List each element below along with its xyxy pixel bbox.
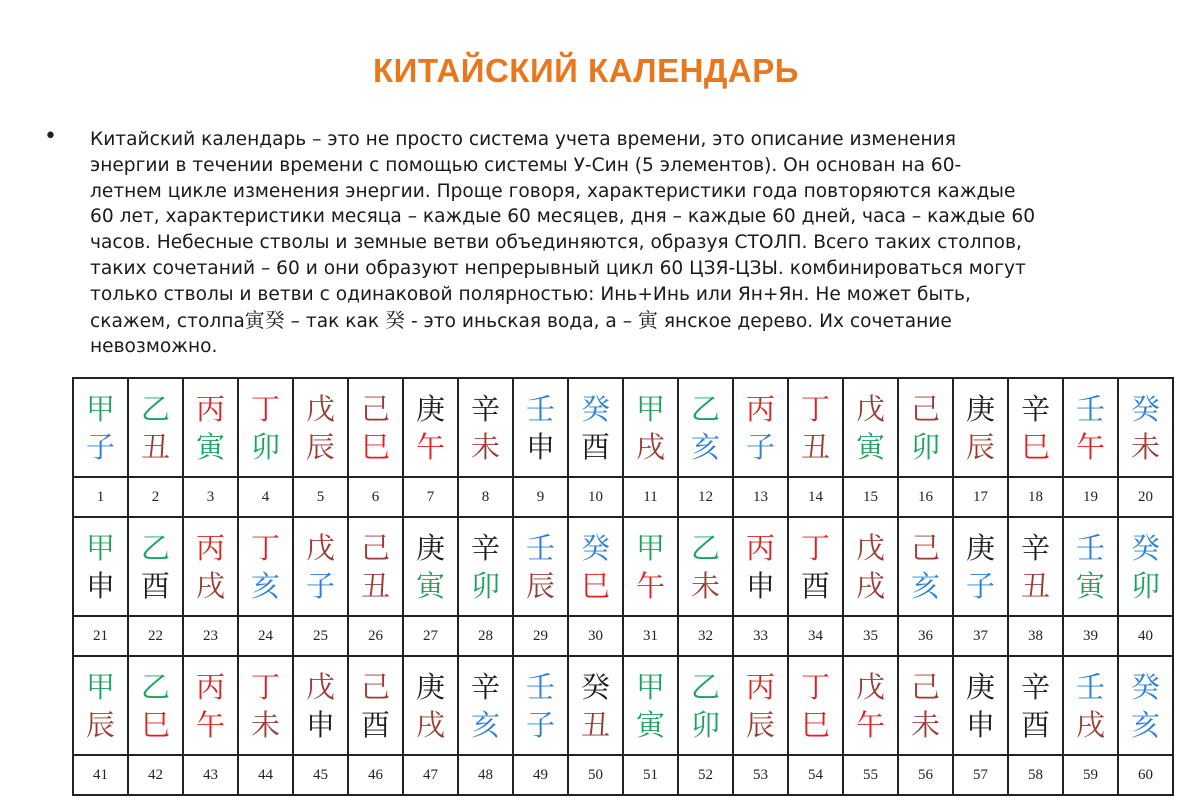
pillar-cell — [183, 656, 238, 755]
pillar-number: 52 — [678, 755, 733, 795]
pillar-cell — [568, 517, 623, 616]
heavenly-stem: 乙 — [140, 530, 170, 565]
pillar-number: 14 — [788, 477, 843, 517]
pillar-cell — [1118, 656, 1173, 755]
earthly-branch: 酉 — [800, 568, 830, 603]
pillar-cell — [788, 378, 843, 477]
paragraph-line — [90, 179, 1170, 205]
pillar-number: 55 — [843, 755, 898, 795]
heavenly-stem: 壬 — [1075, 391, 1105, 426]
pillar-number: 21 — [73, 616, 128, 656]
earthly-branch: 未 — [1130, 429, 1160, 464]
pillar-number: 20 — [1118, 477, 1173, 517]
pillar-cell — [348, 517, 403, 616]
pillar-cell — [733, 517, 788, 616]
paragraph-cjk-text: 寅 — [637, 307, 658, 332]
pillar-number: 22 — [128, 616, 183, 656]
earthly-branch: 酉 — [1020, 707, 1050, 742]
heavenly-stem: 己 — [360, 669, 390, 704]
paragraph-line — [90, 127, 1170, 153]
heavenly-stem: 庚 — [965, 391, 995, 426]
heavenly-stem: 甲 — [85, 669, 115, 704]
heavenly-stem: 戊 — [855, 391, 885, 426]
heavenly-stem: 甲 — [635, 669, 665, 704]
pillar-number: 43 — [183, 755, 238, 795]
earthly-branch: 申 — [525, 429, 555, 464]
pillar-number: 17 — [953, 477, 1008, 517]
heavenly-stem: 乙 — [690, 530, 720, 565]
pillar-number: 24 — [238, 616, 293, 656]
earthly-branch: 亥 — [1130, 707, 1160, 742]
heavenly-stem: 癸 — [580, 391, 610, 426]
glyph-row — [73, 656, 1173, 755]
earthly-branch: 戌 — [635, 429, 665, 464]
heavenly-stem: 丙 — [195, 391, 225, 426]
heavenly-stem: 己 — [910, 530, 940, 565]
earthly-branch: 卯 — [250, 429, 280, 464]
earthly-branch: 卯 — [470, 568, 500, 603]
description-paragraph — [90, 127, 1170, 360]
pillar-cell — [1008, 656, 1063, 755]
pillar-number: 26 — [348, 616, 403, 656]
earthly-branch: 申 — [305, 707, 335, 742]
pillar-number: 46 — [348, 755, 403, 795]
paragraph-line — [90, 204, 1170, 230]
paragraph-text: – так как — [284, 310, 386, 332]
pillar-cell — [293, 656, 348, 755]
earthly-branch: 午 — [855, 707, 885, 742]
pillar-cell — [513, 378, 568, 477]
pillar-cell — [733, 656, 788, 755]
pillar-number: 18 — [1008, 477, 1063, 517]
heavenly-stem: 癸 — [580, 530, 610, 565]
paragraph-line — [90, 153, 1170, 179]
pillar-cell — [513, 517, 568, 616]
pillar-cell — [898, 378, 953, 477]
paragraph-line — [90, 308, 1170, 335]
earthly-branch: 卯 — [910, 429, 940, 464]
heavenly-stem: 己 — [360, 391, 390, 426]
pillar-cell — [513, 656, 568, 755]
earthly-branch: 戌 — [195, 568, 225, 603]
pillar-number: 29 — [513, 616, 568, 656]
jiazi-calendar-table — [72, 377, 1174, 796]
earthly-branch: 酉 — [140, 568, 170, 603]
heavenly-stem: 癸 — [1130, 669, 1160, 704]
pillar-cell — [183, 517, 238, 616]
pillar-cell — [953, 517, 1008, 616]
pillar-cell — [238, 656, 293, 755]
pillar-cell — [953, 378, 1008, 477]
earthly-branch: 巳 — [800, 707, 830, 742]
heavenly-stem: 戊 — [855, 530, 885, 565]
pillar-number: 25 — [293, 616, 348, 656]
heavenly-stem: 己 — [910, 391, 940, 426]
heavenly-stem: 己 — [910, 669, 940, 704]
earthly-branch: 午 — [635, 568, 665, 603]
pillar-number: 42 — [128, 755, 183, 795]
pillar-number: 9 — [513, 477, 568, 517]
heavenly-stem: 丁 — [250, 530, 280, 565]
pillar-number: 44 — [238, 755, 293, 795]
heavenly-stem: 戊 — [305, 669, 335, 704]
pillar-number: 12 — [678, 477, 733, 517]
heavenly-stem: 甲 — [635, 391, 665, 426]
pillar-cell — [843, 656, 898, 755]
pillar-number: 7 — [403, 477, 458, 517]
pillar-cell — [953, 656, 1008, 755]
paragraph-text: только стволы и ветви с одинаковой полярностью: Инь+Инь или Ян+Ян. Не может быть, — [90, 283, 971, 305]
pillar-number: 49 — [513, 755, 568, 795]
heavenly-stem: 戊 — [305, 391, 335, 426]
earthly-branch: 寅 — [855, 429, 885, 464]
earthly-branch: 丑 — [360, 568, 390, 603]
pillar-cell — [238, 517, 293, 616]
pillar-number: 8 — [458, 477, 513, 517]
pillar-cell — [1118, 517, 1173, 616]
paragraph-text: таких сочетаний – 60 и они образуют непрерывный цикл 60 ЦЗЯ-ЦЗЫ. комбинироваться могут — [90, 257, 1026, 279]
pillar-cell — [128, 517, 183, 616]
pillar-number: 53 — [733, 755, 788, 795]
heavenly-stem: 癸 — [580, 669, 610, 704]
paragraph-text: Китайский календарь – это не просто система учета времени, это описание изменения — [90, 129, 956, 150]
pillar-cell — [1008, 517, 1063, 616]
paragraph-text: энергии в течении времени с помощью системы У-Син (5 элементов). Он основан на 60- — [90, 154, 962, 176]
earthly-branch: 寅 — [1075, 568, 1105, 603]
pillar-number: 34 — [788, 616, 843, 656]
earthly-branch: 辰 — [85, 707, 115, 742]
paragraph-line — [90, 334, 1170, 360]
pillar-number: 3 — [183, 477, 238, 517]
pillar-number: 39 — [1063, 616, 1118, 656]
earthly-branch: 未 — [690, 568, 720, 603]
bullet-marker: • — [44, 124, 57, 149]
heavenly-stem: 辛 — [1020, 530, 1050, 565]
earthly-branch: 戌 — [1075, 707, 1105, 742]
earthly-branch: 寅 — [415, 568, 445, 603]
earthly-branch: 子 — [305, 568, 335, 603]
heavenly-stem: 乙 — [140, 669, 170, 704]
pillar-number: 30 — [568, 616, 623, 656]
heavenly-stem: 戊 — [855, 669, 885, 704]
earthly-branch: 卯 — [1130, 568, 1160, 603]
pillar-number: 10 — [568, 477, 623, 517]
pillar-number: 58 — [1008, 755, 1063, 795]
pillar-cell — [1063, 378, 1118, 477]
pillar-cell — [733, 378, 788, 477]
paragraph-cjk-text: 癸 — [385, 307, 406, 332]
pillar-cell — [788, 656, 843, 755]
glyph-row — [73, 517, 1173, 616]
pillar-number: 13 — [733, 477, 788, 517]
pillar-number: 1 — [73, 477, 128, 517]
pillar-cell — [898, 656, 953, 755]
number-row — [73, 755, 1173, 795]
paragraph-text: часов. Небесные стволы и земные ветви объединяются, образуя СТОЛП. Всего таких столпов, — [90, 232, 1022, 254]
earthly-branch: 丑 — [1020, 568, 1050, 603]
heavenly-stem: 壬 — [525, 669, 555, 704]
heavenly-stem: 甲 — [85, 530, 115, 565]
pillar-cell — [623, 517, 678, 616]
earthly-branch: 戌 — [855, 568, 885, 603]
paragraph-cjk-text: 寅癸 — [244, 307, 285, 332]
earthly-branch: 寅 — [195, 429, 225, 464]
pillar-number: 41 — [73, 755, 128, 795]
heavenly-stem: 乙 — [690, 669, 720, 704]
heavenly-stem: 辛 — [470, 669, 500, 704]
pillar-cell — [128, 656, 183, 755]
heavenly-stem: 壬 — [525, 530, 555, 565]
pillar-cell — [73, 517, 128, 616]
pillar-cell — [348, 656, 403, 755]
earthly-branch: 辰 — [525, 568, 555, 603]
pillar-number: 37 — [953, 616, 1008, 656]
pillar-number: 50 — [568, 755, 623, 795]
earthly-branch: 亥 — [250, 568, 280, 603]
heavenly-stem: 甲 — [85, 391, 115, 426]
pillar-cell — [1008, 378, 1063, 477]
heavenly-stem: 庚 — [415, 391, 445, 426]
pillar-cell — [458, 517, 513, 616]
pillar-cell — [898, 517, 953, 616]
pillar-cell — [293, 517, 348, 616]
pillar-cell — [623, 656, 678, 755]
pillar-number: 59 — [1063, 755, 1118, 795]
pillar-number: 31 — [623, 616, 678, 656]
earthly-branch: 巳 — [360, 429, 390, 464]
pillar-number: 6 — [348, 477, 403, 517]
pillar-number: 32 — [678, 616, 733, 656]
heavenly-stem: 辛 — [1020, 391, 1050, 426]
heavenly-stem: 丁 — [800, 391, 830, 426]
earthly-branch: 申 — [85, 568, 115, 603]
pillar-number: 48 — [458, 755, 513, 795]
earthly-branch: 巳 — [1020, 429, 1050, 464]
pillar-cell — [568, 378, 623, 477]
paragraph-text: летнем цикле изменения энергии. Проще говоря, характеристики года повторяются каждые — [90, 180, 1016, 202]
pillar-cell — [458, 656, 513, 755]
pillar-cell — [1118, 378, 1173, 477]
heavenly-stem: 丁 — [250, 391, 280, 426]
earthly-branch: 辰 — [965, 429, 995, 464]
pillar-number: 33 — [733, 616, 788, 656]
heavenly-stem: 丙 — [195, 530, 225, 565]
pillar-number: 11 — [623, 477, 678, 517]
pillar-cell — [73, 656, 128, 755]
heavenly-stem: 庚 — [415, 530, 445, 565]
earthly-branch: 子 — [745, 429, 775, 464]
earthly-branch: 丑 — [580, 707, 610, 742]
pillar-cell — [678, 517, 733, 616]
heavenly-stem: 壬 — [1075, 669, 1105, 704]
earthly-branch: 子 — [85, 429, 115, 464]
pillar-number: 4 — [238, 477, 293, 517]
paragraph-line — [90, 282, 1170, 308]
pillar-number: 51 — [623, 755, 678, 795]
earthly-branch: 寅 — [635, 707, 665, 742]
pillar-cell — [623, 378, 678, 477]
pillar-cell — [293, 378, 348, 477]
earthly-branch: 午 — [1075, 429, 1105, 464]
heavenly-stem: 乙 — [690, 391, 720, 426]
heavenly-stem: 丙 — [195, 669, 225, 704]
pillar-number: 60 — [1118, 755, 1173, 795]
pillar-number: 23 — [183, 616, 238, 656]
earthly-branch: 申 — [965, 707, 995, 742]
earthly-branch: 未 — [250, 707, 280, 742]
page-title: КИТАЙСКИЙ КАЛЕНДАРЬ — [372, 52, 799, 89]
pillar-number: 15 — [843, 477, 898, 517]
earthly-branch: 子 — [525, 707, 555, 742]
glyph-row — [73, 378, 1173, 477]
pillar-cell — [348, 378, 403, 477]
earthly-branch: 午 — [415, 429, 445, 464]
pillar-cell — [678, 656, 733, 755]
earthly-branch: 未 — [910, 707, 940, 742]
heavenly-stem: 丁 — [800, 530, 830, 565]
heavenly-stem: 丙 — [745, 669, 775, 704]
earthly-branch: 子 — [965, 568, 995, 603]
pillar-cell — [843, 517, 898, 616]
pillar-cell — [73, 378, 128, 477]
pillar-number: 28 — [458, 616, 513, 656]
pillar-cell — [843, 378, 898, 477]
number-row — [73, 616, 1173, 656]
heavenly-stem: 丁 — [800, 669, 830, 704]
paragraph-line — [90, 230, 1170, 256]
heavenly-stem: 辛 — [470, 391, 500, 426]
heavenly-stem: 甲 — [635, 530, 665, 565]
pillar-cell — [403, 517, 458, 616]
pillar-number: 40 — [1118, 616, 1173, 656]
earthly-branch: 丑 — [800, 429, 830, 464]
pillar-number: 57 — [953, 755, 1008, 795]
pillar-cell — [238, 378, 293, 477]
pillar-number: 27 — [403, 616, 458, 656]
pillar-number: 38 — [1008, 616, 1063, 656]
pillar-cell — [458, 378, 513, 477]
earthly-branch: 亥 — [910, 568, 940, 603]
heavenly-stem: 丙 — [745, 530, 775, 565]
paragraph-text: янское дерево. Их сочетание — [657, 310, 952, 332]
heavenly-stem: 癸 — [1130, 391, 1160, 426]
heavenly-stem: 乙 — [140, 391, 170, 426]
heavenly-stem: 癸 — [1130, 530, 1160, 565]
earthly-branch: 申 — [745, 568, 775, 603]
earthly-branch: 未 — [470, 429, 500, 464]
pillar-number: 19 — [1063, 477, 1118, 517]
pillar-number: 47 — [403, 755, 458, 795]
heavenly-stem: 丁 — [250, 669, 280, 704]
earthly-branch: 巳 — [140, 707, 170, 742]
earthly-branch: 亥 — [470, 707, 500, 742]
paragraph-text: 60 лет, характеристики месяца – каждые 60 месяцев, дня – каждые 60 дней, часа – каждые 60 — [90, 206, 1036, 228]
pillar-number: 2 — [128, 477, 183, 517]
pillar-cell — [568, 656, 623, 755]
heavenly-stem: 辛 — [1020, 669, 1050, 704]
pillar-cell — [678, 378, 733, 477]
pillar-number: 56 — [898, 755, 953, 795]
pillar-cell — [403, 656, 458, 755]
earthly-branch: 戌 — [415, 707, 445, 742]
paragraph-text: скажем, столпа — [90, 310, 245, 332]
paragraph-text: невозможно. — [90, 336, 218, 358]
pillar-number: 35 — [843, 616, 898, 656]
earthly-branch: 辰 — [305, 429, 335, 464]
pillar-number: 45 — [293, 755, 348, 795]
heavenly-stem: 庚 — [415, 669, 445, 704]
pillar-cell — [1063, 517, 1118, 616]
pillar-cell — [788, 517, 843, 616]
earthly-branch: 午 — [195, 707, 225, 742]
pillar-number: 36 — [898, 616, 953, 656]
heavenly-stem: 戊 — [305, 530, 335, 565]
earthly-branch: 丑 — [140, 429, 170, 464]
heavenly-stem: 丙 — [745, 391, 775, 426]
heavenly-stem: 壬 — [525, 391, 555, 426]
earthly-branch: 巳 — [580, 568, 610, 603]
earthly-branch: 辰 — [745, 707, 775, 742]
paragraph-line — [90, 256, 1170, 282]
pillar-cell — [1063, 656, 1118, 755]
pillar-cell — [183, 378, 238, 477]
heavenly-stem: 庚 — [965, 530, 995, 565]
heavenly-stem: 壬 — [1075, 530, 1105, 565]
pillar-cell — [128, 378, 183, 477]
pillar-number: 16 — [898, 477, 953, 517]
pillar-number: 54 — [788, 755, 843, 795]
earthly-branch: 酉 — [580, 429, 610, 464]
heavenly-stem: 己 — [360, 530, 390, 565]
heavenly-stem: 庚 — [965, 669, 995, 704]
earthly-branch: 卯 — [690, 707, 720, 742]
earthly-branch: 亥 — [690, 429, 720, 464]
earthly-branch: 酉 — [360, 707, 390, 742]
heavenly-stem: 辛 — [470, 530, 500, 565]
paragraph-text: - это иньская вода, а – — [405, 310, 638, 332]
number-row — [73, 477, 1173, 517]
pillar-cell — [403, 378, 458, 477]
pillar-number: 5 — [293, 477, 348, 517]
